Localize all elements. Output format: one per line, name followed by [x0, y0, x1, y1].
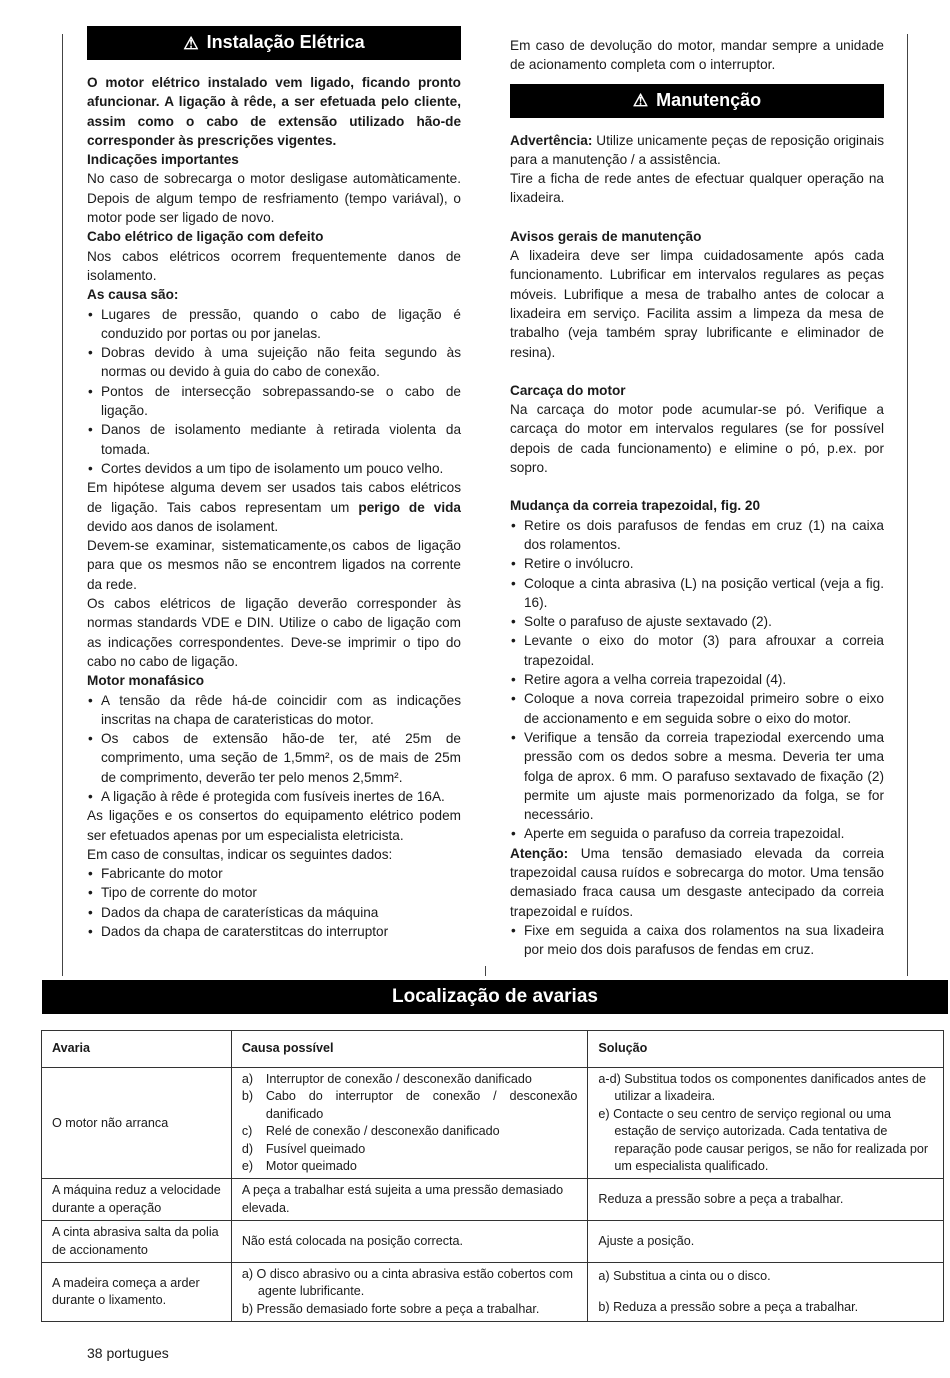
- danger-emphasis: perigo de vida: [358, 499, 461, 515]
- cause-item: a) Interruptor de conexão / desconexão danificado: [241, 1072, 532, 1086]
- cause-item: e) Motor queimado: [241, 1159, 357, 1174]
- paragraph-consult: Em caso de consultas, indicar os seguintes dados:: [87, 846, 393, 862]
- list-item: • Danos de isolamento mediante à retirada violenta da tomada.: [87, 420, 461, 459]
- paragraph-return: Em caso de devolução do motor, mandar sempre a unidade de acionamento completa com o interruptor.: [510, 38, 884, 73]
- list-item: • A ligação à rêde é protegida com fusíveis inertes de 16A.: [87, 787, 461, 806]
- heading-belt-change: Mudança da correia trapezoidal, fig. 20: [510, 498, 761, 514]
- paragraph-important: No caso de sobrecarga o motor desligase automàticamente. Depois de algum tempo de resfriamento (tempo variával), o motor pode ser ligado de novo.: [87, 171, 461, 226]
- left-column: [87, 26, 461, 941]
- cause-cell: Não está colocada na posição correcta.: [231, 1221, 588, 1263]
- table-row: [42, 1068, 944, 1179]
- belt-final-list: [510, 921, 884, 960]
- heading-motor-housing: Carcaça do motor: [510, 382, 626, 398]
- warning-icon: ⚠: [183, 33, 199, 53]
- list-item: • Fixe em seguida a caixa dos rolamentos na sua lixadeira por meio dos dois parafusos de fendas em cruz.: [510, 921, 884, 960]
- solution-item: a) Substitua a cinta ou o disco.: [598, 1268, 771, 1283]
- list-item: • Verifique a tensão da correia trapeziodal exercendo uma pressão com os dedos sobre a mesma. Deveria ter uma folga de aprox. 6 mm. O parafuso sextavado de fixação (2) permite um ajuste mais pormenorizado da folga, se for necessário.: [510, 728, 884, 824]
- fault-cell: O motor não arranca: [42, 1068, 232, 1179]
- list-item: • Cortes devidos a um tipo de isolamento um pouco velho.: [87, 459, 461, 478]
- list-item: • Retire os dois parafusos de fendas em cruz (1) na caixa dos rolamentos.: [510, 516, 884, 555]
- list-item: • Pontos de intersecção sobrepassando-se o cabo de ligação.: [87, 382, 461, 421]
- cause-cell: [231, 1263, 588, 1322]
- fault-cell: A madeira começa a arder durante o lixamento.: [42, 1263, 232, 1322]
- belt-steps-list: [510, 516, 884, 844]
- heading-defect: Cabo elétrico de ligação com defeito: [87, 229, 324, 245]
- table-row: [42, 1179, 944, 1221]
- section-header-troubleshooting: Localização de avarias: [42, 980, 948, 1014]
- list-item: • Retire o invólucro.: [510, 554, 884, 573]
- list-item: • A tensão da rêde há-de coincidir com as indicações inscritas na chapa de carateristicas do motor.: [87, 691, 461, 730]
- list-item: • Coloque a nova correia trapezoidal primeiro sobre o eixo de accionamento e em seguida sobre o eixo do motor.: [510, 689, 884, 728]
- table-row: [42, 1263, 944, 1322]
- list-item: • Lugares de pressão, quando o cabo de ligação é conduzido por portas ou por janelas.: [87, 305, 461, 344]
- warning-icon: ⚠: [632, 91, 649, 111]
- paragraph-attention: Atenção: Uma tensão demasiado elevada da correia trapezoidal causa ruídos e sobrecarga do motor. Uma tensão demasiado fraca causa um desgaste antecipado da correia trapezoidal e ruídos.: [510, 845, 884, 919]
- cause-item: a) O disco abrasivo ou a cinta abrasiva estão cobertos com agente lubrificante.: [241, 1267, 573, 1299]
- list-item: • Tipo de corrente do motor: [87, 883, 461, 902]
- cause-item: d) Fusível queimado: [241, 1141, 366, 1156]
- fault-cell: A cinta abrasiva salta da polia de accionamento: [42, 1221, 232, 1263]
- list-item: • Aperte em seguida o parafuso da correia trapezoidal.: [510, 824, 884, 843]
- list-item: • Coloque a cinta abrasiva (L) na posição vertical (veja a fig. 16).: [510, 574, 884, 613]
- solution-item: e) Contacte o seu centro de serviço regional ou uma estação de serviço autorizada. Cada tentativa de reparação pode causar perigos, se não for realizada por um especialista qualificado.: [598, 1106, 929, 1174]
- column-header-cause: Causa possível: [231, 1031, 588, 1068]
- paragraph-standards: Os cabos elétricos de ligação deverão corresponder às normas standards VDE e DIN. Utilize o cabo de ligação com as indicações correspondentes. Deve-se imprimir o tipo do cabo no cabo de ligação.: [87, 596, 461, 669]
- paragraph-general-maintenance: A lixadeira deve ser limpa cuidadosamente após cada funcionamento. Lubrificar em intervalos regulares as peças móveis. Lubrifique a mesa de trabalho antes de colocar a lixadeira em serviço. Facilita assim a limpeza da mesa de trabalho (veja também spray lubrificante e eliminador de resina).: [510, 248, 884, 360]
- cause-item: c) Relé de conexão / desconexão danificado: [241, 1124, 500, 1139]
- list-item: • Solte o parafuso de ajuste sextavado (2).: [510, 612, 884, 631]
- paragraph-never-use: Em hipótese alguma devem ser usados tais cabos elétricos de ligação. Tais cabos representam um perigo de vida devido aos danos de isolament.: [87, 480, 461, 534]
- heading-important: Indicações importantes: [87, 152, 239, 168]
- cause-item: b) Cabo do interruptor de conexão / desconexão danificado: [241, 1089, 578, 1121]
- consult-list: [87, 864, 461, 941]
- section-header-maintenance: ⚠ Manutenção: [510, 84, 884, 118]
- list-item: • Levante o eixo do motor (3) para afrouxar a correia trapezoidal.: [510, 631, 884, 670]
- solution-cell: [588, 1263, 944, 1322]
- page-footer: 38 portugues: [87, 1345, 169, 1361]
- paragraph-warning: Advertência: Utilize unicamente peças de reposição originais para a manutenção / a assistência.: [510, 132, 884, 167]
- list-item: • Dados da chapa de caraterstitcas do interruptor: [87, 922, 461, 941]
- paragraph-examine: Devem-se examinar, sistematicamente,os cabos de ligação para que os mesmos não se encontrem ligados na corrente da rede.: [87, 538, 461, 592]
- heading-general-maintenance: Avisos gerais de manutenção: [510, 228, 702, 244]
- single-phase-list: [87, 691, 461, 807]
- cause-cell: A peça a trabalhar está sujeita a uma pressão demasiado elevada.: [231, 1179, 588, 1221]
- heading-single-phase: Motor monafásico: [87, 673, 205, 689]
- list-item: • Retire agora a velha correia trapezoidal (4).: [510, 670, 884, 689]
- column-rule-right: [907, 34, 908, 976]
- fault-cell: A máquina reduz a velocidade durante a operação: [42, 1179, 232, 1221]
- column-header-fault: Avaria: [42, 1031, 232, 1068]
- right-column: [510, 36, 884, 959]
- column-rule-left: [62, 34, 63, 976]
- solution-item: b) Reduza a pressão sobre a peça a trabalhar.: [598, 1300, 859, 1315]
- section-header-electrical: ⚠ Instalação Elétrica: [87, 26, 461, 60]
- column-header-solution: Solução: [588, 1031, 944, 1068]
- cause-cell: [231, 1068, 588, 1179]
- solution-cell: [588, 1068, 944, 1179]
- cause-item: b) Pressão demasiado forte sobre a peça a trabalhar.: [241, 1301, 540, 1316]
- solution-cell: Reduza a pressão sobre a peça a trabalhar.: [588, 1179, 944, 1221]
- paragraph-defect: Nos cabos elétricos ocorrem frequentemente danos de isolamento.: [87, 248, 461, 283]
- paragraph-unplug: Tire a ficha de rede antes de efectuar qualquer operação na lixadeira.: [510, 171, 884, 206]
- list-item: • Dobras devido à uma sujeição não feita segundo às normas ou devido à guia do cabo de conexão.: [87, 343, 461, 382]
- table-row: [42, 1221, 944, 1263]
- paragraph-repairs: As ligações e os consertos do equipamento elétrico podem ser efetuados apenas por um especialista eletricista.: [87, 808, 461, 843]
- troubleshooting-table: [41, 1030, 944, 1322]
- heading-causes: As causa são:: [87, 287, 179, 303]
- list-item: • Os cabos de extensão hão-de ter, até 25m de comprimento, uma seção de 1,5mm², os de mais de 25m de comprimento, deverão ter pelo menos 2,5mm².: [87, 729, 461, 787]
- paragraph-motor-housing: Na carcaça do motor pode acumular-se pó. Verifique a carcaça do motor em intervalos regulares (se for possível depois de cada funcionamento) e elimine o pó, p.ex. por sopro.: [510, 402, 884, 476]
- solution-cell: Ajuste a posição.: [588, 1221, 944, 1263]
- list-item: • Dados da chapa de caraterísticas da máquina: [87, 903, 461, 922]
- column-rule-center: [485, 966, 486, 976]
- list-item: • Fabricante do motor: [87, 864, 461, 883]
- table-header-row: [42, 1031, 944, 1068]
- solution-item: a-d) Substitua todos os componentes danificados antes de utilizar a lixadeira.: [598, 1072, 927, 1104]
- intro-paragraph: O motor elétrico instalado vem ligado, ficando pronto afuncionar. A ligação à rêde, a ser efetuada pelo cliente, assim como o cabo de extensão utilizado hão-de corresponder às prescrições vigentes.: [87, 75, 461, 148]
- causes-list: [87, 305, 461, 479]
